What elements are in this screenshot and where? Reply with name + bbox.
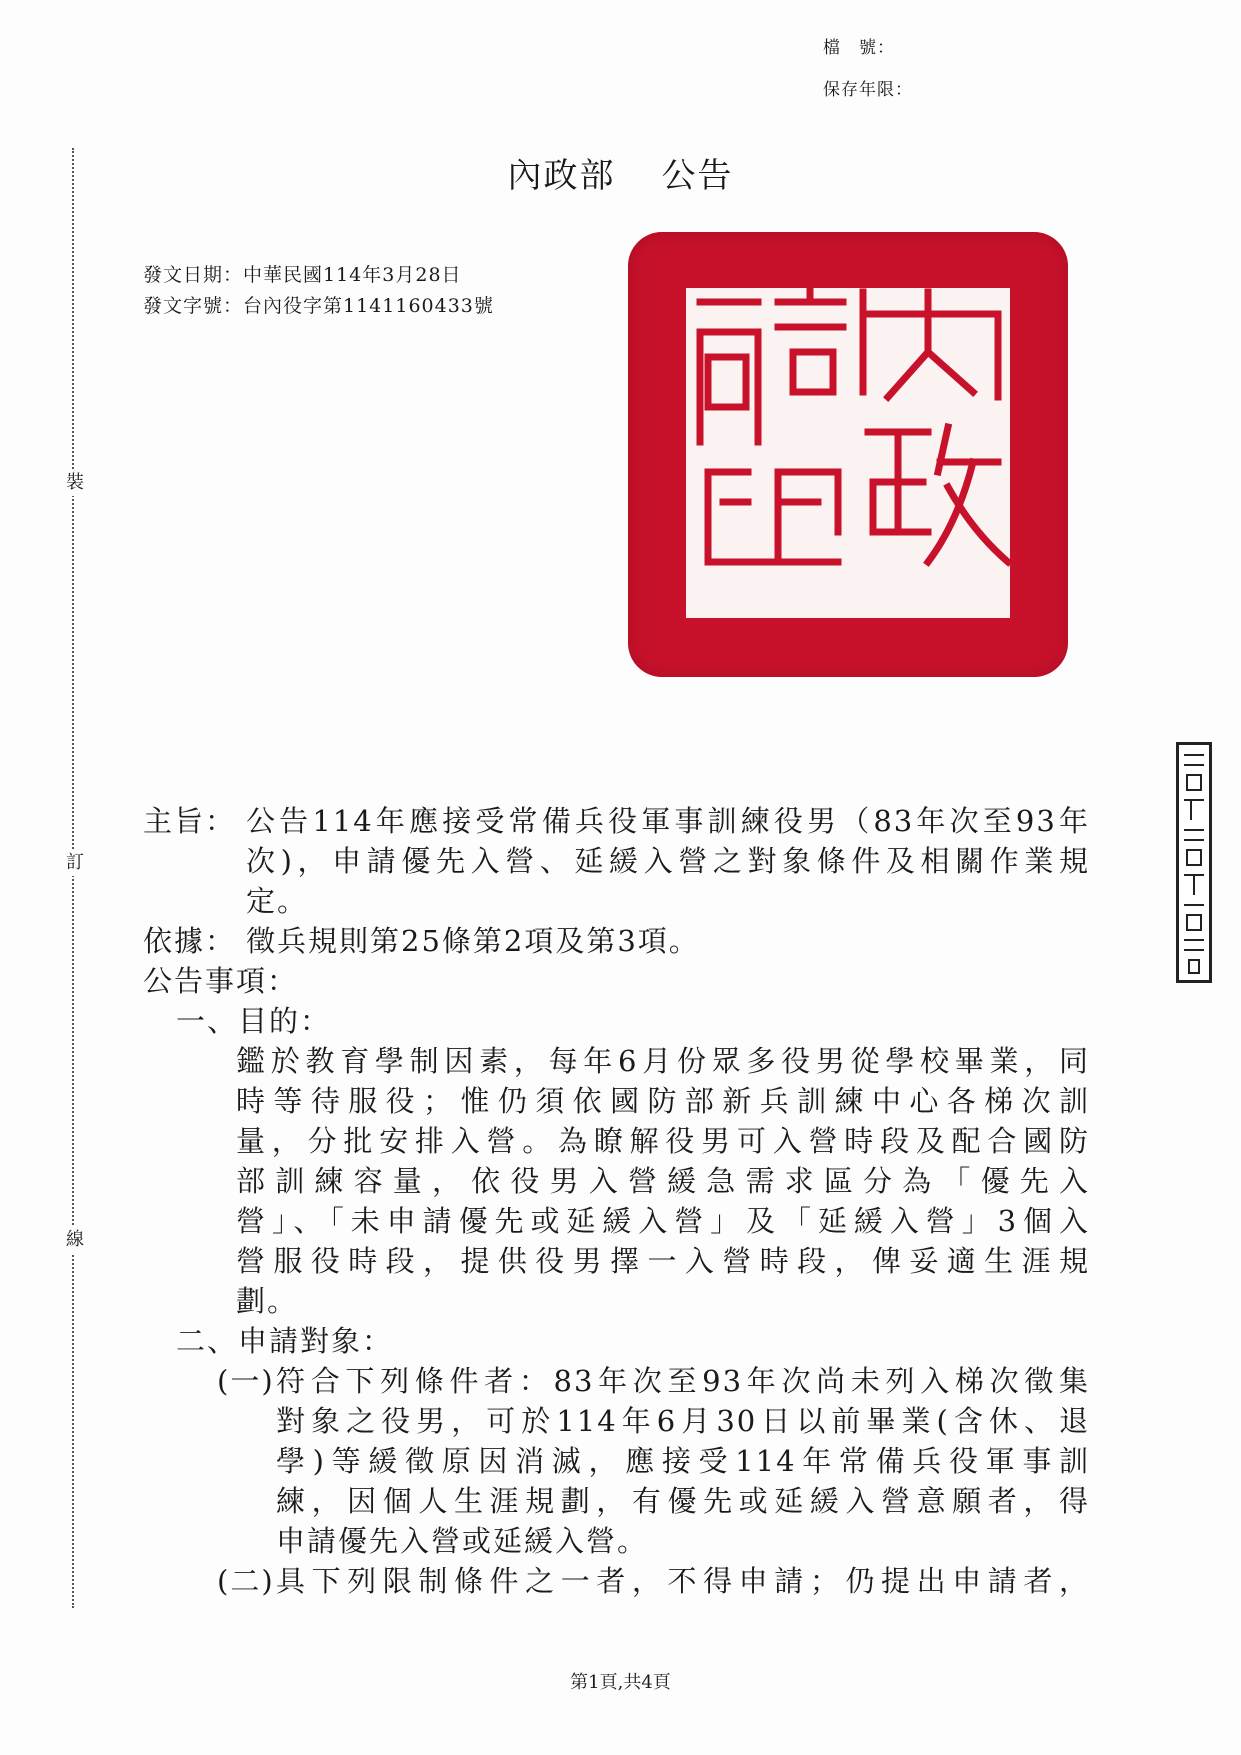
title-doc-type: 公告 (661, 156, 734, 196)
section-1-line-1: 鑑於教育學制因素，每年6月份眾多役男從學校畢業，同 (236, 1044, 1090, 1078)
retention-period-label: 保存年限： (823, 80, 913, 100)
item-1-line-5: 申請優先入營或延緩入營。 (276, 1524, 649, 1558)
section-2-heading: 二、申請對象： (176, 1324, 394, 1358)
item-1-label: (一) (217, 1364, 275, 1398)
binding-mark-line: 線 (66, 1227, 84, 1253)
title-agency: 內政部 (507, 156, 616, 196)
items-label: 公告事項： (143, 964, 299, 998)
official-seal (628, 232, 1068, 677)
section-1-line-4: 部訓練容量，依役男入營緩急需求區分為「優先入 (236, 1164, 1090, 1198)
item-1-line-3: 學)等緩徵原因消滅，應接受114年常備兵役軍事訓 (276, 1444, 1090, 1478)
page-number: 第1頁,共4頁 (570, 1672, 671, 1693)
stamp-marks (1179, 745, 1209, 980)
subject-label: 主旨： (143, 804, 237, 838)
item-2-label: (二) (217, 1564, 275, 1598)
item-2-line-1: 具下列限制條件之一者，不得申請；仍提出申請者， (276, 1564, 1090, 1598)
section-1-line-7: 劃。 (236, 1284, 299, 1318)
basis-text: 徵兵規則第25條第2項及第3項。 (246, 924, 700, 958)
document-title (0, 148, 1241, 197)
item-1-line-2: 對象之役男，可於114年6月30日以前畢業(含休、退 (276, 1404, 1090, 1438)
file-number-label: 檔 號： (823, 38, 895, 58)
section-1-line-6: 營服役時段，提供役男擇一入營時段，俾妥適生涯規 (236, 1244, 1090, 1278)
issue-date: 發文日期：中華民國114年3月28日 (143, 264, 462, 286)
section-1-heading: 一、目的： (176, 1004, 332, 1038)
section-1-line-3: 量，分批安排入營。為瞭解役男可入營時段及配合國防 (236, 1124, 1090, 1158)
issue-number: 發文字號：台內役字第1141160433號 (143, 295, 494, 317)
section-1-line-2: 時等待服役；惟仍須依國防部新兵訓練中心各梯次訓 (236, 1084, 1090, 1118)
section-1-line-5: 營」、「未申請優先或延緩入營」及「延緩入營」3個入 (236, 1204, 1090, 1238)
binding-mark-bind: 裝 (66, 470, 84, 496)
subject-line-3: 定。 (246, 884, 309, 918)
item-1-line-1: 符合下列條件者：83年次至93年次尚未列入梯次徵集 (276, 1364, 1090, 1398)
binding-dotted-line (72, 148, 74, 1608)
side-tracking-stamp (1176, 742, 1212, 983)
seal-glyph-strokes (628, 232, 1068, 677)
subject-line-2: 次)，申請優先入營、延緩入營之對象條件及相關作業規 (246, 844, 1090, 878)
item-1-line-4: 練，因個人生涯規劃，有優先或延緩入營意願者，得 (276, 1484, 1090, 1518)
binding-mark-staple: 訂 (66, 850, 84, 876)
basis-label: 依據： (143, 924, 237, 958)
subject-line-1: 公告114年應接受常備兵役軍事訓練役男（83年次至93年 (246, 804, 1090, 838)
